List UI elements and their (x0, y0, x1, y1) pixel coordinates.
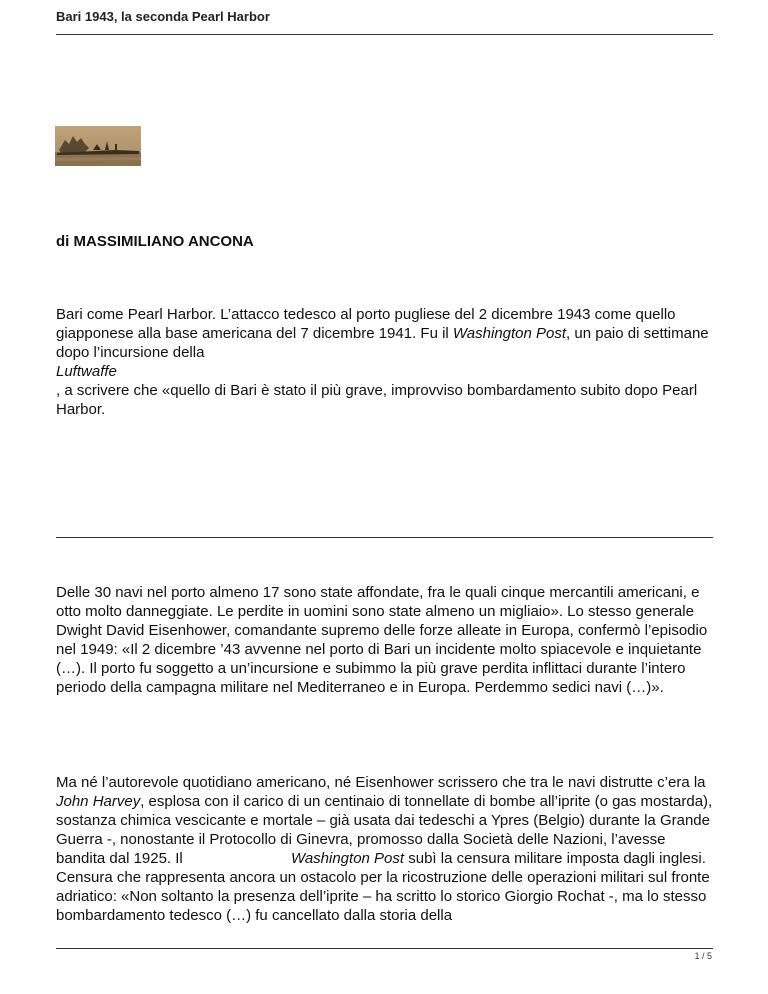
ship-photo-icon (55, 126, 141, 166)
footer-divider (56, 948, 713, 949)
paragraph-3 (56, 773, 716, 925)
luftwaffe-term: Luftwaffe (56, 363, 117, 380)
article-thumbnail-image (55, 126, 141, 166)
paragraph-2: Delle 30 navi nel porto almeno 17 sono state affondate, fra le quali cinque mercantili americani, e otto molto danneggiate. Le perdite in uomini sono state almeno un migliaio». Lo stesso generale Dwight David Eisenhower, comandante supremo delle forze alleate in Europa, confermò l’episodio nel 1949: «Il 2 dicembre ’43 avvenne nel porto di Bari un incidente molto spiacevole e inquietante (…). Il porto fu soggetto a un’incursione e subimmo la più grave perdita inflittaci durante l’intero periodo della campagna militare nel Mediterraneo e in Europa. Perdemmo sedici navi (…)». (56, 584, 708, 696)
page-number: 1 / 5 (694, 951, 712, 961)
section-divider (56, 537, 713, 538)
paragraph-3-text-a: Ma né l’autorevole quotidiano americano, né Eisenhower scrissero che tra le navi distrutte c’era la (56, 774, 706, 791)
page-header-title: Bari 1943, la seconda Pearl Harbor (56, 9, 270, 24)
header-divider (56, 34, 713, 35)
paragraph-1-text-a: Bari come Pearl Harbor. L’attacco tedesco al porto pugliese del 2 dicembre 1943 come quello giapponese alla base americana del 7 dicembre 1941. Fu il (56, 306, 676, 342)
publication-name-washington-post: Washington Post (452, 325, 567, 342)
paragraph-1-text-b: , un paio di settimane dopo l’incursione della (56, 325, 709, 361)
ship-name-john-harvey: John Harvey (56, 793, 141, 810)
paragraph-3-text-b: , esplosa con il carico di un centinaio di tonnellate di bombe all’iprite (o gas mostarda), sostanza chimica vescicante e mortale – già usata dai tedeschi a Ypres (Belgio) durante la Grande Guerra -, nonostante il Protocollo di Ginevra, promosso dalla Società delle Nazioni, l’avesse bandita dal 1925. Il (56, 793, 713, 867)
article-byline: di MASSIMILIANO ANCONA (56, 233, 254, 250)
paragraph-1 (56, 305, 716, 419)
paragraph-3-text-c: subì la censura militare imposta dagli inglesi. Censura che rappresenta ancora un ostacolo per la ricostruzione delle operazioni militari sul fronte adriatico: «Non soltanto la presenza dell’iprite – ha scritto lo storico Giorgio Rochat -, ma lo stesso bombardamento tedesco (…) fu cancellato dalla storia della (56, 850, 710, 924)
paragraph-1-text-c: , a scrivere che «quello di Bari è stato il più grave, improvviso bombardamento subito dopo Pearl Harbor. (56, 382, 698, 418)
publication-name-washington-post: Washington Post (290, 850, 405, 867)
